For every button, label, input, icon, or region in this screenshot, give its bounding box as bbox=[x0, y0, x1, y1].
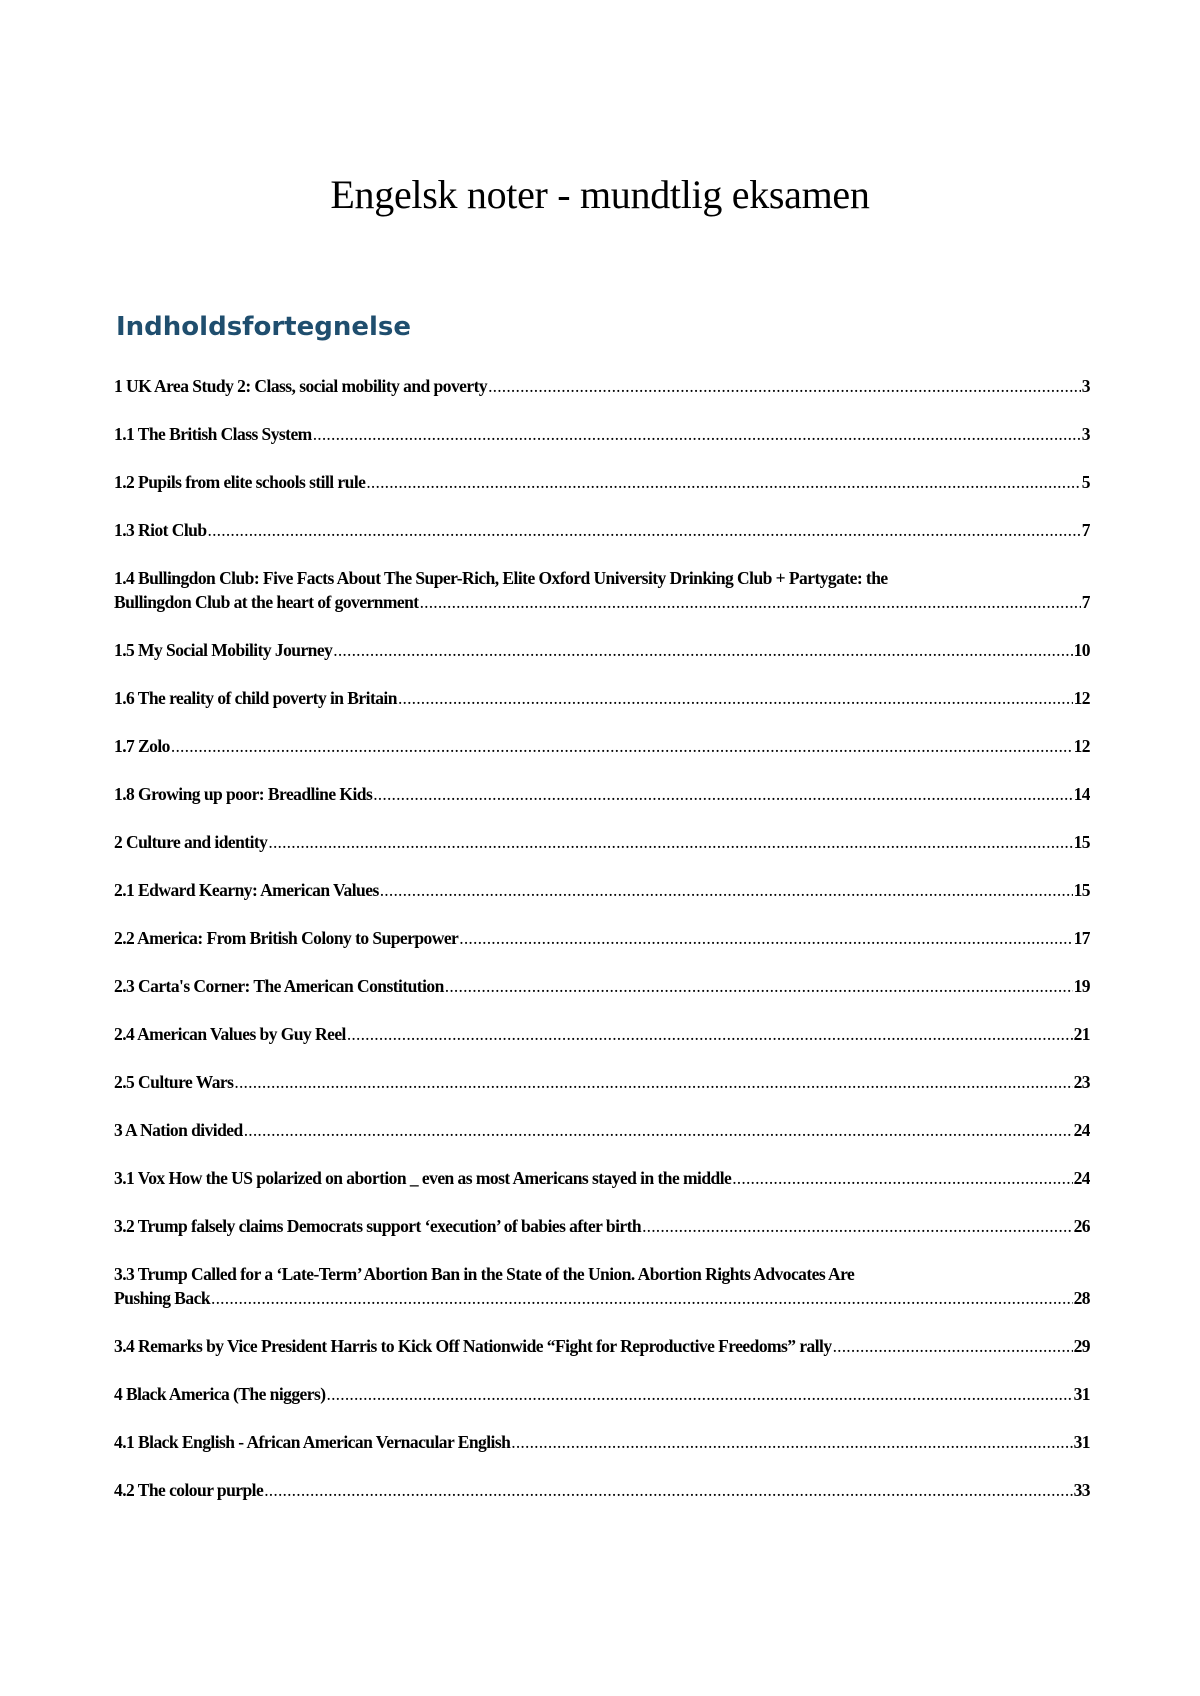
toc-leader-dots bbox=[347, 1022, 1073, 1046]
toc-entry-page-number: 29 bbox=[1073, 1336, 1090, 1356]
toc-entry-title: 2.2 America: From British Colony to Superpower bbox=[114, 928, 459, 948]
toc-entry[interactable] bbox=[114, 1118, 1090, 1142]
toc-entry-page-number: 28 bbox=[1073, 1288, 1090, 1308]
toc-entry-page-number: 17 bbox=[1073, 928, 1090, 948]
toc-leader-dots bbox=[171, 734, 1073, 758]
toc-leader-dots bbox=[244, 1118, 1073, 1142]
toc-entry[interactable] bbox=[114, 1166, 1090, 1190]
toc-entry-title: 1.2 Pupils from elite schools still rule bbox=[114, 472, 366, 492]
toc-entry[interactable] bbox=[114, 926, 1090, 950]
toc-leader-dots bbox=[366, 470, 1080, 494]
toc-heading: Indholdsfortegnelse bbox=[116, 312, 412, 342]
toc-leader-dots bbox=[833, 1334, 1073, 1358]
toc-entry[interactable] bbox=[114, 878, 1090, 902]
toc-entry-page-number: 24 bbox=[1073, 1168, 1090, 1188]
toc-entry-page-number: 5 bbox=[1081, 472, 1090, 492]
toc-entry-title: 1.8 Growing up poor: Breadline Kids bbox=[114, 784, 373, 804]
toc-entry-page-number: 31 bbox=[1073, 1384, 1090, 1404]
toc-entry[interactable] bbox=[114, 1262, 1090, 1310]
toc-leader-dots bbox=[398, 686, 1073, 710]
toc-entry-page-number: 12 bbox=[1073, 688, 1090, 708]
toc-entry-title-line1: 1.4 Bullingdon Club: Five Facts About The Super-Rich, Elite Oxford University Drinking Club + Partygate: the bbox=[114, 568, 888, 588]
toc-entry-title: 2.4 American Values by Guy Reel bbox=[114, 1024, 346, 1044]
toc-leader-dots bbox=[264, 1478, 1072, 1502]
toc-leader-dots bbox=[511, 1430, 1072, 1454]
toc-entry[interactable] bbox=[114, 566, 1090, 614]
toc-entry-page-number: 12 bbox=[1073, 736, 1090, 756]
toc-entry[interactable] bbox=[114, 518, 1090, 542]
toc-leader-dots bbox=[208, 518, 1081, 542]
toc-entry[interactable] bbox=[114, 422, 1090, 446]
toc-entry[interactable] bbox=[114, 830, 1090, 854]
toc-entry[interactable] bbox=[114, 1334, 1090, 1358]
toc-entry-title: 1.1 The British Class System bbox=[114, 424, 312, 444]
toc-leader-dots bbox=[732, 1166, 1072, 1190]
toc-entry-page-number: 26 bbox=[1073, 1216, 1090, 1236]
toc-entry[interactable] bbox=[114, 1022, 1090, 1046]
toc-entry-title: 1.3 Riot Club bbox=[114, 520, 207, 540]
toc-entry-title: 1 UK Area Study 2: Class, social mobility and poverty bbox=[114, 376, 488, 396]
toc-entry-page-number: 24 bbox=[1073, 1120, 1090, 1140]
toc-entry-title: 2.5 Culture Wars bbox=[114, 1072, 234, 1092]
toc-entry-title: 3.4 Remarks by Vice President Harris to Kick Off Nationwide “Fight for Reproductive Freedoms” rally bbox=[114, 1336, 832, 1356]
toc-entry-page-number: 23 bbox=[1073, 1072, 1090, 1092]
toc-entry-title: 2.1 Edward Kearny: American Values bbox=[114, 880, 379, 900]
toc-leader-dots bbox=[642, 1214, 1073, 1238]
toc-entry[interactable] bbox=[114, 1070, 1090, 1094]
toc-entry-title: 3.2 Trump falsely claims Democrats support ‘execution’ of babies after birth bbox=[114, 1216, 642, 1236]
toc-leader-dots bbox=[373, 782, 1072, 806]
toc-entry[interactable] bbox=[114, 470, 1090, 494]
toc-leader-dots bbox=[488, 374, 1081, 398]
toc-entry[interactable] bbox=[114, 686, 1090, 710]
toc-leader-dots bbox=[327, 1382, 1073, 1406]
toc-leader-dots bbox=[268, 830, 1072, 854]
toc-entry[interactable] bbox=[114, 638, 1090, 662]
toc-entry-title: 4.1 Black English - African American Vernacular English bbox=[114, 1432, 511, 1452]
toc-entry-page-number: 19 bbox=[1073, 976, 1090, 996]
toc-entry-page-number: 7 bbox=[1081, 520, 1090, 540]
toc-entry-title: 1.5 My Social Mobility Journey bbox=[114, 640, 333, 660]
toc-entry[interactable] bbox=[114, 1430, 1090, 1454]
toc-entry-title: 4.2 The colour purple bbox=[114, 1480, 264, 1500]
toc-entry-title-line1: 3.3 Trump Called for a ‘Late-Term’ Abortion Ban in the State of the Union. Abortion Rights Advocates Are bbox=[114, 1264, 855, 1284]
toc-leader-dots bbox=[380, 878, 1073, 902]
toc-entry-page-number: 15 bbox=[1073, 832, 1090, 852]
toc-entry[interactable] bbox=[114, 1478, 1090, 1502]
toc-entry-title: 3 A Nation divided bbox=[114, 1120, 243, 1140]
toc-leader-dots bbox=[313, 422, 1081, 446]
toc-entry-title: Bullingdon Club at the heart of government bbox=[114, 592, 419, 612]
toc-leader-dots bbox=[211, 1286, 1073, 1310]
toc-leader-dots bbox=[445, 974, 1073, 998]
toc-entry[interactable] bbox=[114, 374, 1090, 398]
toc-leader-dots bbox=[234, 1070, 1072, 1094]
toc-entry-page-number: 21 bbox=[1073, 1024, 1090, 1044]
toc-entry-title: 1.6 The reality of child poverty in Britain bbox=[114, 688, 397, 708]
toc-entry-page-number: 3 bbox=[1081, 424, 1090, 444]
toc-leader-dots bbox=[459, 926, 1072, 950]
toc-entry-page-number: 15 bbox=[1073, 880, 1090, 900]
toc-entry[interactable] bbox=[114, 782, 1090, 806]
table-of-contents bbox=[114, 374, 1090, 1526]
toc-leader-dots bbox=[333, 638, 1072, 662]
toc-entry-page-number: 14 bbox=[1073, 784, 1090, 804]
toc-entry[interactable] bbox=[114, 1214, 1090, 1238]
toc-entry-page-number: 3 bbox=[1081, 376, 1090, 396]
toc-entry-title: 2 Culture and identity bbox=[114, 832, 268, 852]
document-title: Engelsk noter - mundtlig eksamen bbox=[330, 172, 870, 217]
toc-leader-dots bbox=[420, 590, 1081, 614]
toc-entry-page-number: 10 bbox=[1073, 640, 1090, 660]
toc-entry[interactable] bbox=[114, 734, 1090, 758]
toc-entry[interactable] bbox=[114, 1382, 1090, 1406]
toc-entry[interactable] bbox=[114, 974, 1090, 998]
toc-entry-page-number: 31 bbox=[1073, 1432, 1090, 1452]
toc-entry-title: 2.3 Carta's Corner: The American Constitution bbox=[114, 976, 444, 996]
toc-entry-title: 4 Black America (The niggers) bbox=[114, 1384, 326, 1404]
toc-entry-page-number: 33 bbox=[1073, 1480, 1090, 1500]
toc-entry-title: 3.1 Vox How the US polarized on abortion _ even as most Americans stayed in the middle bbox=[114, 1168, 732, 1188]
toc-entry-title: Pushing Back bbox=[114, 1288, 211, 1308]
toc-entry-page-number: 7 bbox=[1081, 592, 1090, 612]
toc-entry-title: 1.7 Zolo bbox=[114, 736, 170, 756]
